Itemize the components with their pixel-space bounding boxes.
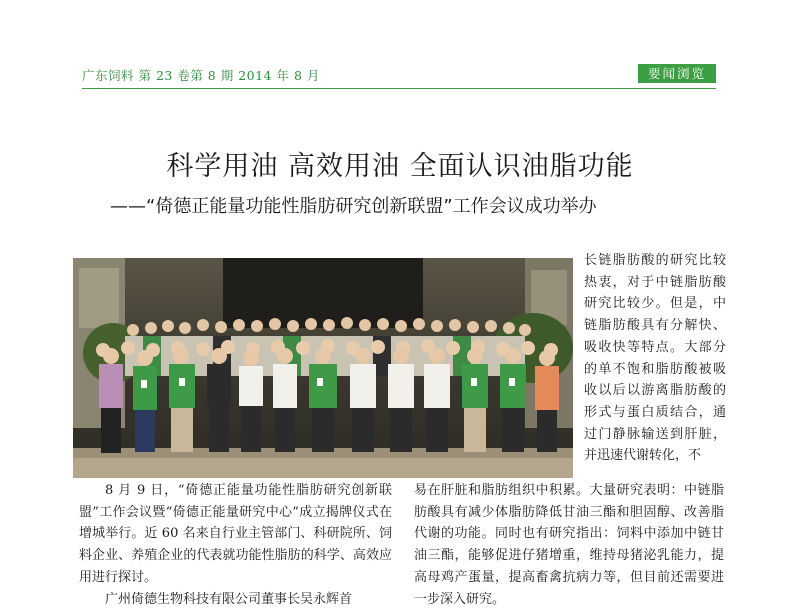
- section-tag: 要闻浏览: [638, 64, 716, 83]
- header-divider: [82, 88, 716, 89]
- group-photo-illustration: [73, 258, 573, 478]
- article-body-right: [414, 480, 724, 610]
- article-paragraph: 易在肝脏和脂肪组织中积累。大量研究表明：中链脂肪酸具有减少体脂肪降低甘油三酯和胆固醇、改善脂代谢的功能。同时也有研究指出：饲料中添加中链甘油三酯，能够促进仔猪增重，维持母猪泌乳能力，提高母鸡产蛋量，提高畜禽抗病力等，但目前还需要进一步深入研究。: [414, 483, 724, 607]
- group-photo: [73, 258, 573, 478]
- article-subtitle: ——“倚德正能量功能性脂肪研究创新联盟”工作会议成功举办: [110, 196, 597, 217]
- article-title: 科学用油 高效用油 全面认识油脂功能: [166, 151, 634, 182]
- article-paragraph: 广州倚德生物科技有限公司董事长吴永辉首: [105, 591, 353, 607]
- journal-issue-info: 广东饲料 第 23 卷第 8 期 2014 年 8 月: [82, 68, 320, 83]
- article-body-left: [79, 480, 392, 610]
- article-right-column-text: 长链脂肪酸的研究比较热衷，对于中链脂肪酸研究比较少。但是，中链脂肪酸具有分解快、吸收快等特点。大部分的单不饱和脂肪酸被吸收以后以游离脂肪酸的形式与蛋白质结合，通过门静脉输送到肝脏，并迅速代谢转化，不: [584, 253, 726, 464]
- article-paragraph: 8 月 9 日，“倚德正能量功能性脂肪研究创新联盟”工作会议暨“倚德正能量研究中心”成立揭牌仪式在增城举行。近 60 名来自行业主管部门、科研院所、饲料企业、养殖企业的代表就功能性脂肪的科学、高效应用进行探讨。: [79, 483, 392, 585]
